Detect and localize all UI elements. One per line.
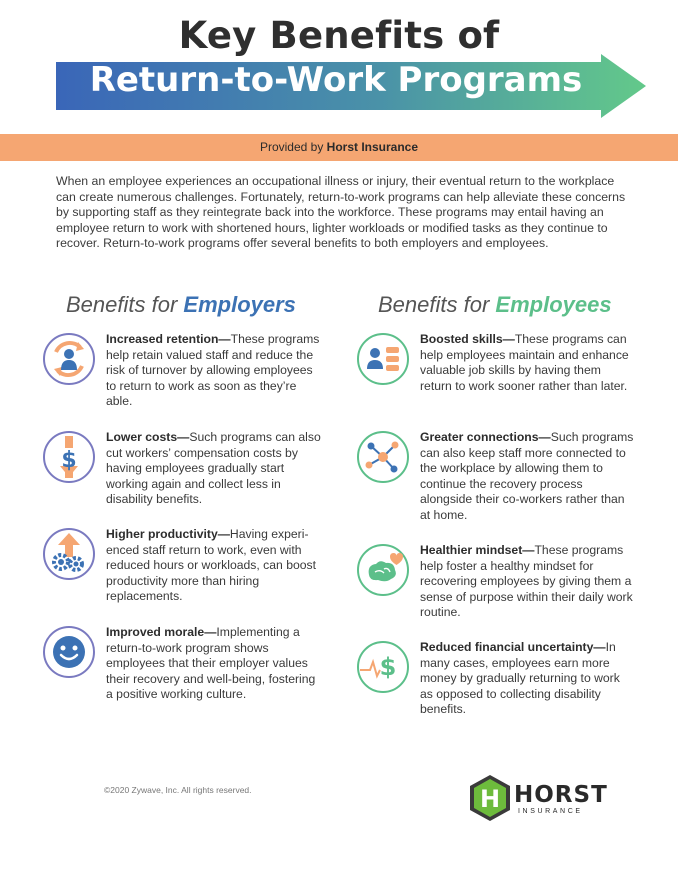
employee-benefit-1-body: These programs can help employees maintain and enhance valuable job skills by having them return to work sooner rather than later.	[420, 332, 629, 393]
employee-benefit-2-title: Greater connections—	[420, 430, 551, 444]
employee-benefit-1-text	[420, 332, 636, 394]
employee-benefit-4-title: Reduced financial uncertainty—	[420, 640, 606, 654]
employer-benefit-3-title: Higher productivity—	[106, 527, 230, 541]
employer-benefit-1-text	[106, 332, 322, 410]
provided-by-banner	[0, 134, 678, 161]
dollar-arrows-icon	[42, 430, 96, 484]
employer-benefit-2-title: Lower costs—	[106, 430, 190, 444]
brain-heart-icon	[356, 543, 410, 597]
employers-heading-prefix: Benefits for	[66, 292, 178, 317]
provided-by-prefix: Provided by	[259, 140, 324, 154]
svg-text:$: $	[379, 653, 397, 681]
horst-hexagon-icon	[468, 774, 512, 822]
dollar-heartbeat-icon	[356, 640, 410, 694]
copyright-notice: ©2020 Zywave, Inc. All rights reserved.	[104, 785, 252, 795]
person-cycle-icon	[42, 332, 96, 386]
provider-name: Horst Insurance	[326, 140, 419, 154]
employee-benefit-2-body: Such programs can also keep staff more connected to the workplace by allowing them to continue the recovery process alongside their co-workers rather than at home.	[420, 430, 634, 522]
employer-benefit-4-title: Improved morale—	[106, 625, 217, 639]
employer-benefit-3-body: Having experi-enced staff return to work, even with reduced hours or workloads, can boost productivity more than hiring replacements.	[106, 527, 317, 603]
smiley-icon	[42, 625, 96, 679]
network-icon	[356, 430, 410, 484]
title-arrow-banner	[56, 54, 646, 118]
intro-paragraph: When an employee experiences an occupational illness or injury, their eventual return to the workplace can create numerous challenges. Fortunately, return-to-work programs can help alleviate these concerns by supporting staff as they reintegrate back into the workforce. These programs may entail having an employee return to work with shortened hours, lighter workloads or modified tasks as they continue to recover. Return-to-work programs offer several benefits to both employers and employees.	[56, 174, 626, 251]
employer-benefit-3-text	[106, 527, 322, 605]
employee-benefit-3-title: Healthier mindset—	[420, 543, 535, 557]
employee-benefit-2-text	[420, 430, 636, 523]
horst-logo-mark: H	[479, 785, 501, 813]
employer-benefit-4-text	[106, 625, 322, 703]
employer-benefit-1-title: Increased retention—	[106, 332, 231, 346]
employees-heading-prefix: Benefits for	[378, 292, 490, 317]
employees-heading-emph: Employees	[495, 292, 612, 317]
employer-benefit-2-text	[106, 430, 322, 508]
title-line-1: Key Benefits of	[178, 14, 500, 57]
employers-heading-emph: Employers	[183, 292, 296, 317]
employee-benefit-3-body: These programs help foster a healthy mindset for recovering employees by giving them a sense of purpose within their daily work routine.	[420, 543, 633, 619]
horst-logo-word: HORST	[514, 782, 608, 808]
title-line-2: Return-to-Work Programs	[89, 60, 583, 100]
employee-benefit-4-body: In many cases, employees earn more money by gradually returning to work as opposed to collecting disability benefits.	[420, 640, 620, 716]
gears-arrow-icon	[42, 527, 96, 581]
employee-benefit-4-text	[420, 640, 636, 718]
employer-benefit-2-body: Such programs can also cut workers’ compensation costs by having employees gradually start working again and collect less in disability benefits.	[106, 430, 321, 506]
person-skills-icon	[356, 332, 410, 386]
employer-benefit-4-body: Implementing a return-to-work program shows employees that their employer values their recovery and well-being, fostering a positive working culture.	[106, 625, 316, 701]
employer-benefit-1-body: These programs help retain valued staff and reduce the risk of turnover by allowing employees to return to work as soon as they’re able.	[106, 332, 320, 408]
horst-logo-sub: INSURANCE	[518, 808, 583, 815]
employees-heading	[378, 292, 612, 318]
horst-logo	[468, 772, 618, 822]
employee-benefit-3-text	[420, 543, 636, 621]
employee-benefit-1-title: Boosted skills—	[420, 332, 515, 346]
svg-text:$: $	[61, 448, 77, 473]
employers-heading	[66, 292, 296, 318]
